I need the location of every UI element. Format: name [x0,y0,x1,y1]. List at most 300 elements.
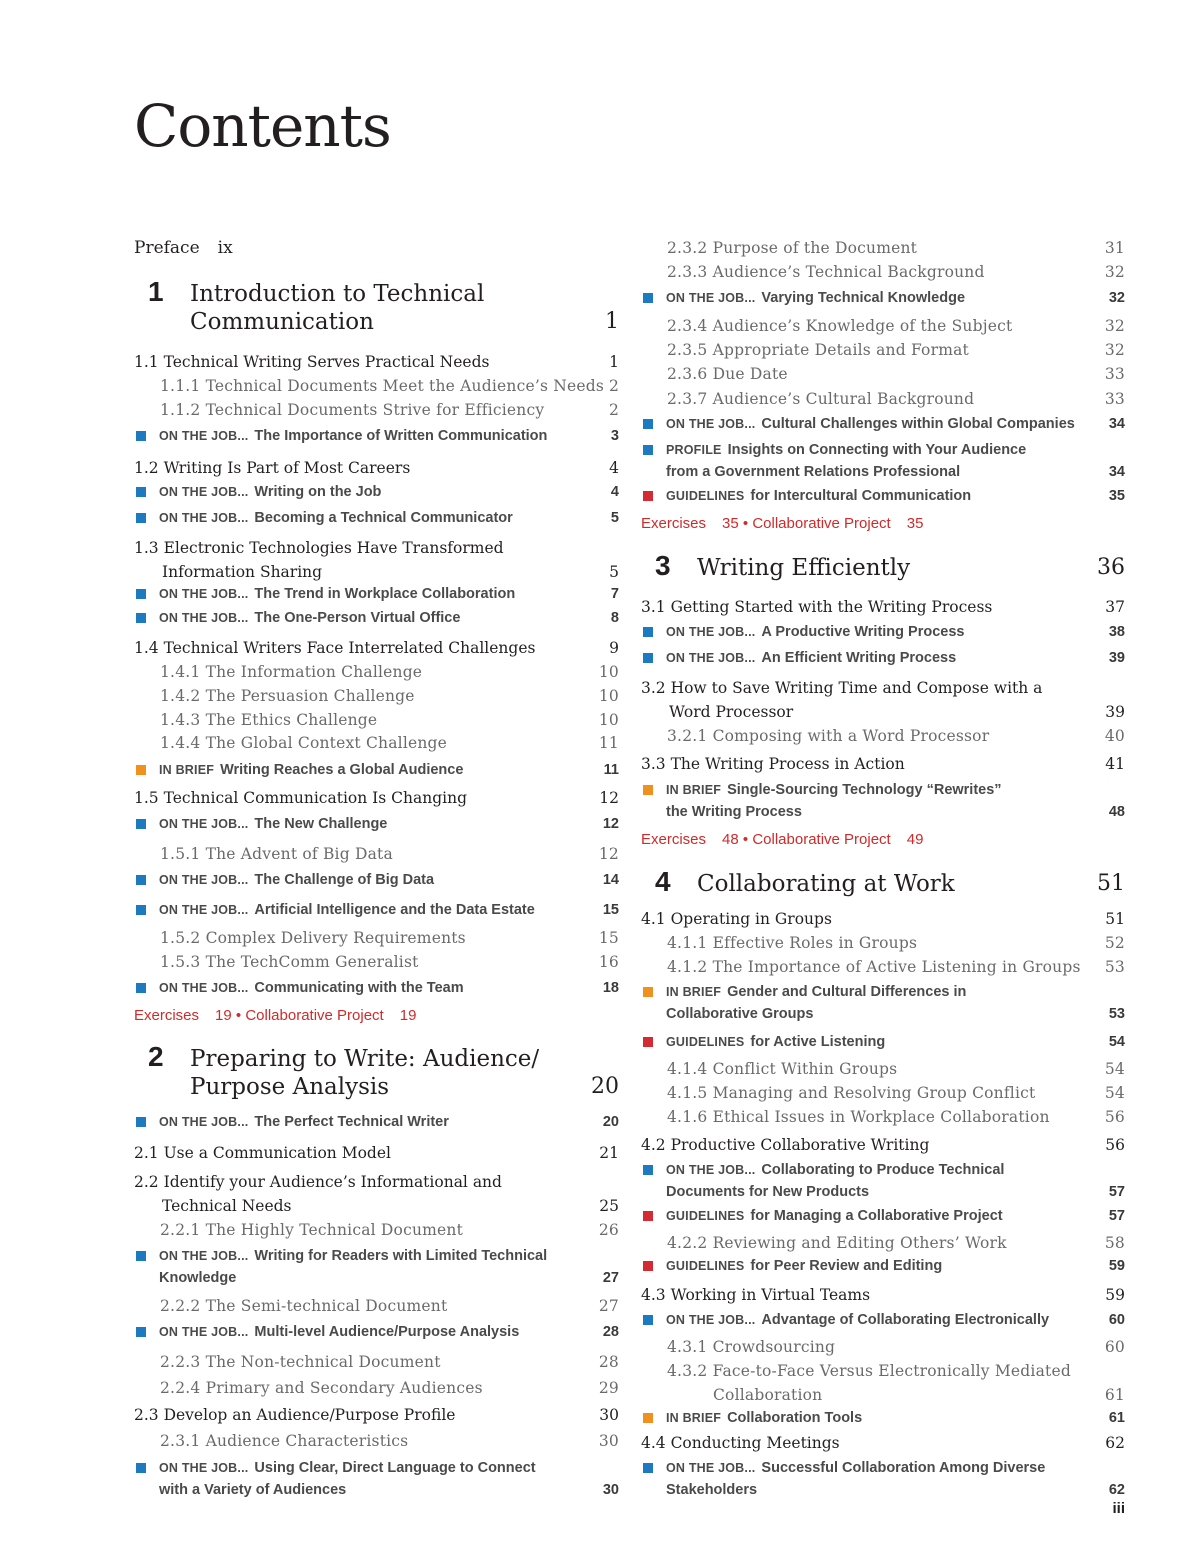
entry-text: 2.2.1 The Highly Technical Document [160,1221,464,1239]
on-the-job-square-icon [136,1463,146,1473]
feature-text: Insights on Connecting with Your Audience [727,442,1027,458]
entry-page: 33 [1104,365,1125,383]
entry-text: 2.2.2 The Semi-technical Document [160,1297,448,1315]
entry-page: 51 [1105,910,1125,928]
entry-text: 1.2 Writing Is Part of Most Careers [134,459,411,477]
on-the-job-square-icon [136,431,146,441]
exercises-line[interactable] [641,513,1125,535]
entry-page: 41 [1105,755,1125,773]
toc-entry[interactable] [134,1141,619,1165]
entry-page: 10 [598,711,619,729]
chapter-title-line1: Writing Efficiently [697,555,911,581]
toc-subentry[interactable] [641,1081,1125,1105]
feature-text: Communicating with the Team [254,980,464,996]
feature-tag: ON THE JOB... [666,291,756,305]
feature-text-line2: Knowledge [159,1270,237,1286]
feature-tag: ON THE JOB... [666,625,756,639]
entry-page: 59 [1105,1286,1125,1304]
feature-text: The One-Person Virtual Office [254,610,461,626]
on-the-job-square-icon [643,419,653,429]
toc-entry[interactable] [134,1403,619,1427]
collaborative-project-page: 49 [906,831,924,848]
feature-tag: ON THE JOB... [159,1115,249,1129]
entry-text: 4.4 Conducting Meetings [641,1434,840,1452]
feature-box-entry[interactable] [641,1159,1125,1203]
feature-box-entry[interactable] [641,1255,1125,1277]
entry-text: 3.2.1 Composing with a Word Processor [667,727,990,745]
toc-entry[interactable] [641,1283,1125,1307]
feature-box-entry[interactable] [641,287,1125,309]
entry-page: 11 [598,734,619,752]
entry-text: 4.3 Working in Virtual Teams [641,1286,871,1304]
feature-box-entry[interactable] [134,759,619,781]
chapter-heading-4[interactable] [641,866,1125,898]
toc-subentry[interactable] [641,1335,1125,1359]
feature-box-entry[interactable] [134,481,619,503]
exercises-page: 48 [722,831,739,848]
toc-entry[interactable] [641,907,1125,931]
feature-text: The Challenge of Big Data [254,872,435,888]
entry-text: 1.4.3 The Ethics Challenge [160,711,378,729]
entry-text-line2: Word Processor [669,703,794,721]
feature-tag: ON THE JOB... [159,1461,249,1475]
in-brief-square-icon [136,765,146,775]
toc-entry[interactable] [134,350,619,374]
bullet-separator: • [235,1007,242,1024]
entry-page: 52 [1104,934,1125,952]
toc-subentry[interactable] [641,1231,1125,1255]
entry-text: 4.1 Operating in Groups [641,910,832,928]
toc-entry-preface[interactable] [134,236,619,260]
toc-subentry[interactable] [134,1294,619,1318]
exercises-label: Exercises [641,831,707,848]
on-the-job-square-icon [136,589,146,599]
feature-box-entry[interactable] [134,1457,619,1501]
entry-text: 4.1.1 Effective Roles in Groups [667,934,918,952]
chapter-number: 1 [148,276,164,307]
entry-page: 7 [610,586,619,602]
entry-text: 2.1 Use a Communication Model [134,1144,391,1162]
feature-tag: ON THE JOB... [666,1163,756,1177]
entry-page: 26 [598,1221,619,1239]
feature-tag: IN BRIEF [159,763,215,777]
feature-text: Gender and Cultural Differences in [727,984,967,1000]
toc-subentry[interactable] [641,724,1125,748]
entry-text: 3.1 Getting Started with the Writing Process [641,598,993,616]
on-the-job-square-icon [136,1327,146,1337]
feature-text: for Managing a Collaborative Project [750,1208,1003,1224]
on-the-job-square-icon [136,1251,146,1261]
feature-box-entry[interactable] [641,779,1125,823]
entry-text-line1: 1.3 Electronic Technologies Have Transformed [134,539,504,557]
entry-page: 32 [1108,290,1125,306]
entry-text: 1.1 Technical Writing Serves Practical Needs [134,353,490,371]
on-the-job-square-icon [643,627,653,637]
toc-entry[interactable] [641,1431,1125,1455]
entry-text: 2.2.4 Primary and Secondary Audiences [160,1379,483,1397]
feature-tag: ON THE JOB... [666,417,756,431]
entry-page: 39 [1108,650,1125,666]
feature-tag: ON THE JOB... [159,611,249,625]
feature-text: Multi-level Audience/Purpose Analysis [254,1324,520,1340]
entry-text: 4.1.5 Managing and Resolving Group Conflict [667,1084,1036,1102]
chapter-title-line1: Collaborating at Work [697,871,955,897]
feature-box-entry[interactable] [134,869,619,891]
feature-box-entry[interactable] [641,981,1125,1025]
entry-page: 62 [1105,1434,1125,1452]
feature-tag: ON THE JOB... [159,1325,249,1339]
feature-tag: ON THE JOB... [159,817,249,831]
entry-text: 1.4.4 The Global Context Challenge [160,734,448,752]
entry-text: 2.2.3 The Non-technical Document [160,1353,441,1371]
toc-subentry[interactable] [134,660,619,684]
entry-text-line2: Technical Needs [162,1197,292,1215]
feature-box-entry[interactable] [641,1031,1125,1053]
entry-page: 29 [598,1379,619,1397]
toc-subentry[interactable] [641,387,1125,411]
toc-entry[interactable] [134,456,619,480]
page-title: Contents [134,92,391,160]
collaborative-project-page: 35 [906,515,924,532]
exercises-line[interactable] [134,1005,619,1027]
entry-text-line2: Information Sharing [162,563,323,581]
entry-page: 12 [598,845,619,863]
feature-text-line2: Documents for New Products [666,1184,870,1200]
entry-text: 1.5.2 Complex Delivery Requirements [160,929,466,947]
chapter-number: 4 [655,866,671,897]
feature-tag: ON THE JOB... [159,1249,249,1263]
entry-page: 10 [598,687,619,705]
feature-box-entry[interactable] [641,647,1125,669]
feature-box-entry[interactable] [134,1321,619,1343]
entry-text: 4.2.2 Reviewing and Editing Others’ Work [667,1234,1007,1252]
entry-page: 27 [602,1270,619,1286]
feature-box-entry[interactable] [641,1457,1125,1501]
feature-text: A Productive Writing Process [761,624,965,640]
entry-page: 15 [598,929,619,947]
feature-text: The New Challenge [254,816,388,832]
feature-text-line2: from a Government Relations Professional [666,464,961,480]
feature-tag: IN BRIEF [666,985,722,999]
feature-tag: GUIDELINES [666,1035,745,1049]
guidelines-square-icon [643,1037,653,1047]
feature-text: The Trend in Workplace Collaboration [254,586,516,602]
toc-subentry[interactable] [134,398,619,422]
exercises-line[interactable] [641,829,1125,851]
toc-subentry[interactable] [134,731,619,755]
feature-box-entry[interactable] [641,1407,1125,1429]
entry-page: 57 [1108,1184,1125,1200]
entry-page: 12 [602,816,619,832]
entry-page: 33 [1104,390,1125,408]
on-the-job-square-icon [643,1165,653,1175]
feature-text: Becoming a Technical Communicator [254,510,513,526]
on-the-job-square-icon [136,1117,146,1127]
feature-text: Artificial Intelligence and the Data Estate [254,902,535,918]
entry-page: 11 [603,762,619,778]
feature-box-entry[interactable] [641,439,1125,483]
toc-subentry[interactable] [641,1359,1125,1407]
entry-page: 35 [1108,488,1125,504]
chapter-heading-3[interactable] [641,550,1125,582]
entry-page: 60 [1108,1312,1125,1328]
toc-subentry[interactable] [134,1429,619,1453]
entry-page: 3 [610,428,619,444]
guidelines-square-icon [643,1211,653,1221]
chapter-page: 20 [591,1074,619,1099]
chapter-title-line2: Purpose Analysis [190,1074,390,1100]
chapter-heading-1[interactable] [134,276,619,336]
toc-subentry[interactable] [641,955,1125,979]
entry-page: 18 [602,980,619,996]
entry-page: 54 [1104,1060,1125,1078]
feature-tag: ON THE JOB... [159,981,249,995]
page-number: iii [1112,1500,1125,1517]
feature-text: An Efficient Writing Process [761,650,957,666]
entry-page: 53 [1104,958,1125,976]
entry-text: 1.5 Technical Communication Is Changing [134,789,468,807]
feature-box-entry[interactable] [641,485,1125,507]
toc-subentry[interactable] [641,931,1125,955]
in-brief-square-icon [643,785,653,795]
entry-page: 5 [609,563,619,581]
feature-text: for Intercultural Communication [750,488,972,504]
entry-text: 1.4.1 The Information Challenge [160,663,423,681]
feature-text-line2: the Writing Process [666,804,802,820]
feature-text: for Peer Review and Editing [750,1258,943,1274]
toc-subentry[interactable] [641,260,1125,284]
chapter-page: 36 [1097,555,1125,580]
feature-text: The Importance of Written Communication [254,428,548,444]
entry-page: 62 [1108,1482,1125,1498]
feature-tag: ON THE JOB... [159,903,249,917]
toc-subentry[interactable] [134,950,619,974]
feature-tag: GUIDELINES [666,489,745,503]
toc-subentry[interactable] [641,1057,1125,1081]
entry-page: 57 [1108,1208,1125,1224]
feature-box-entry[interactable] [134,813,619,835]
on-the-job-square-icon [643,1463,653,1473]
feature-box-entry[interactable] [134,507,619,529]
in-brief-square-icon [643,1413,653,1423]
entry-text: 1.5.1 The Advent of Big Data [160,845,393,863]
toc-entry[interactable] [641,676,1125,724]
toc-subentry[interactable] [134,1350,619,1374]
entry-text: 1.1.1 Technical Documents Meet the Audience’s Needs [160,377,605,395]
toc-entry[interactable] [134,536,619,584]
feature-box-entry[interactable] [134,583,619,605]
feature-text-line2: with a Variety of Audiences [159,1482,347,1498]
entry-page: 54 [1108,1034,1125,1050]
feature-tag: ON THE JOB... [159,429,249,443]
entry-text: 3.3 The Writing Process in Action [641,755,905,773]
feature-tag: ON THE JOB... [159,485,249,499]
entry-page: 56 [1104,1108,1125,1126]
entry-page: 25 [599,1197,619,1215]
feature-box-entry[interactable] [641,413,1125,435]
feature-box-entry[interactable] [134,425,619,447]
feature-text: Collaborating to Produce Technical [761,1162,1005,1178]
on-the-job-square-icon [643,653,653,663]
chapter-title-line1: Introduction to Technical [190,281,485,307]
entry-page: 39 [1105,703,1125,721]
collaborative-project-label: Collaborative Project [752,515,891,532]
toc-subentry[interactable] [134,684,619,708]
entry-text-line2: Collaboration [713,1386,823,1404]
entry-page: 28 [598,1353,619,1371]
entry-text: 1.1.2 Technical Documents Strive for Efficiency [160,401,545,419]
entry-text: 4.1.4 Conflict Within Groups [667,1060,898,1078]
collaborative-project-label: Collaborative Project [245,1007,384,1024]
exercises-label: Exercises [641,515,707,532]
feature-tag: GUIDELINES [666,1209,745,1223]
feature-text: The Perfect Technical Writer [254,1114,449,1130]
toc-subentry[interactable] [134,1218,619,1242]
profile-square-icon [643,445,653,455]
toc-entry[interactable] [641,595,1125,619]
entry-page: 37 [1105,598,1125,616]
feature-text: for Active Listening [750,1034,886,1050]
feature-text: Writing on the Job [254,484,382,500]
entry-text: 4.1.2 The Importance of Active Listening in Groups [667,958,1081,976]
toc-subentry[interactable] [134,926,619,950]
feature-tag: PROFILE [666,443,722,457]
entry-page: 10 [598,663,619,681]
feature-box-entry[interactable] [134,607,619,629]
toc-subentry[interactable] [134,708,619,732]
entry-page: 27 [598,1297,619,1315]
entry-page: 56 [1105,1136,1125,1154]
entry-page: 53 [1108,1006,1125,1022]
chapter-page: 1 [605,309,619,334]
entry-page: 30 [598,1432,619,1450]
entry-text: 2.3.3 Audience’s Technical Background [667,263,985,281]
feature-text: Varying Technical Knowledge [761,290,966,306]
feature-text: Writing Reaches a Global Audience [220,762,464,778]
preface-label: Preface [134,238,200,258]
entry-text: 1.4.2 The Persuasion Challenge [160,687,415,705]
entry-page: 32 [1104,263,1125,281]
entry-page: 4 [609,459,619,477]
feature-box-entry[interactable] [134,1111,619,1133]
entry-page: 21 [599,1144,619,1162]
entry-text: 2.3.1 Audience Characteristics [160,1432,409,1450]
toc-entry[interactable] [641,1133,1125,1157]
on-the-job-square-icon [643,1315,653,1325]
feature-tag: IN BRIEF [666,1411,722,1425]
entry-text: 2.3.7 Audience’s Cultural Background [667,390,975,408]
on-the-job-square-icon [136,983,146,993]
toc-subentry[interactable] [641,236,1125,260]
toc-subentry[interactable] [134,1376,619,1400]
entry-page: 9 [609,639,619,657]
guidelines-square-icon [643,491,653,501]
entry-page: 4 [610,484,619,500]
feature-text: Advantage of Collaborating Electronically [761,1312,1050,1328]
entry-page: 30 [599,1406,619,1424]
entry-page: 61 [1104,1386,1125,1404]
entry-page: 34 [1108,464,1125,480]
on-the-job-square-icon [136,613,146,623]
feature-box-entry[interactable] [641,1205,1125,1227]
entry-page: 58 [1104,1234,1125,1252]
toc-subentry[interactable] [134,374,619,398]
feature-box-entry[interactable] [134,899,619,921]
on-the-job-square-icon [643,293,653,303]
entry-page: 59 [1108,1258,1125,1274]
toc-subentry[interactable] [641,314,1125,338]
toc-entry[interactable] [641,752,1125,776]
entry-page: 2 [608,377,619,395]
entry-page: 20 [602,1114,619,1130]
entry-page: 48 [1108,804,1125,820]
bullet-separator: • [742,831,749,848]
feature-tag: ON THE JOB... [666,1461,756,1475]
chapter-heading-2[interactable] [134,1041,619,1101]
feature-text-line2: Stakeholders [666,1482,758,1498]
feature-text: Collaboration Tools [727,1410,863,1426]
entry-text-line1: 4.3.2 Face-to-Face Versus Electronically Mediated [667,1362,1071,1380]
entry-page: 8 [610,610,619,626]
on-the-job-square-icon [136,819,146,829]
entry-text: 1.4 Technical Writers Face Interrelated Challenges [134,639,536,657]
in-brief-square-icon [643,987,653,997]
toc-entry[interactable] [134,1170,619,1218]
entry-page: 30 [602,1482,619,1498]
entry-page: 40 [1104,727,1125,745]
feature-tag: ON THE JOB... [666,1313,756,1327]
feature-text: Writing for Readers with Limited Technical [254,1248,548,1264]
entry-page: 15 [602,902,619,918]
entry-page: 28 [602,1324,619,1340]
entry-page: 32 [1104,317,1125,335]
entry-text: 4.2 Productive Collaborative Writing [641,1136,930,1154]
feature-box-entry[interactable] [134,977,619,999]
entry-page: 2 [608,401,619,419]
feature-box-entry[interactable] [641,1309,1125,1331]
toc-entry[interactable] [134,786,619,810]
entry-text-line1: 3.2 How to Save Writing Time and Compose with a [641,679,1043,697]
feature-text: Single-Sourcing Technology “Rewrites” [727,782,1002,798]
feature-box-entry[interactable] [134,1245,619,1289]
entry-text: 2.3 Develop an Audience/Purpose Profile [134,1406,456,1424]
entry-page: 14 [602,872,619,888]
toc-subentry[interactable] [134,842,619,866]
collaborative-project-label: Collaborative Project [752,831,891,848]
toc-subentry[interactable] [641,338,1125,362]
toc-entry[interactable] [134,636,619,660]
exercises-label: Exercises [134,1007,200,1024]
feature-box-entry[interactable] [641,621,1125,643]
entry-text: 4.1.6 Ethical Issues in Workplace Collaboration [667,1108,1050,1126]
chapter-title-line1: Preparing to Write: Audience/ [190,1046,540,1072]
entry-text: 4.3.1 Crowdsourcing [667,1338,836,1356]
exercises-page: 19 [215,1007,232,1024]
entry-text: 2.3.5 Appropriate Details and Format [667,341,969,359]
bullet-separator: • [742,515,749,532]
entry-page: 32 [1104,341,1125,359]
guidelines-square-icon [643,1261,653,1271]
preface-page: ix [217,238,233,258]
entry-page: 38 [1108,624,1125,640]
toc-subentry[interactable] [641,1105,1125,1129]
chapter-number: 3 [655,550,671,581]
entry-text: 1.5.3 The TechComm Generalist [160,953,419,971]
entry-page: 34 [1108,416,1125,432]
entry-page: 31 [1104,239,1125,257]
feature-text: Cultural Challenges within Global Companies [761,416,1075,432]
toc-subentry[interactable] [641,362,1125,386]
